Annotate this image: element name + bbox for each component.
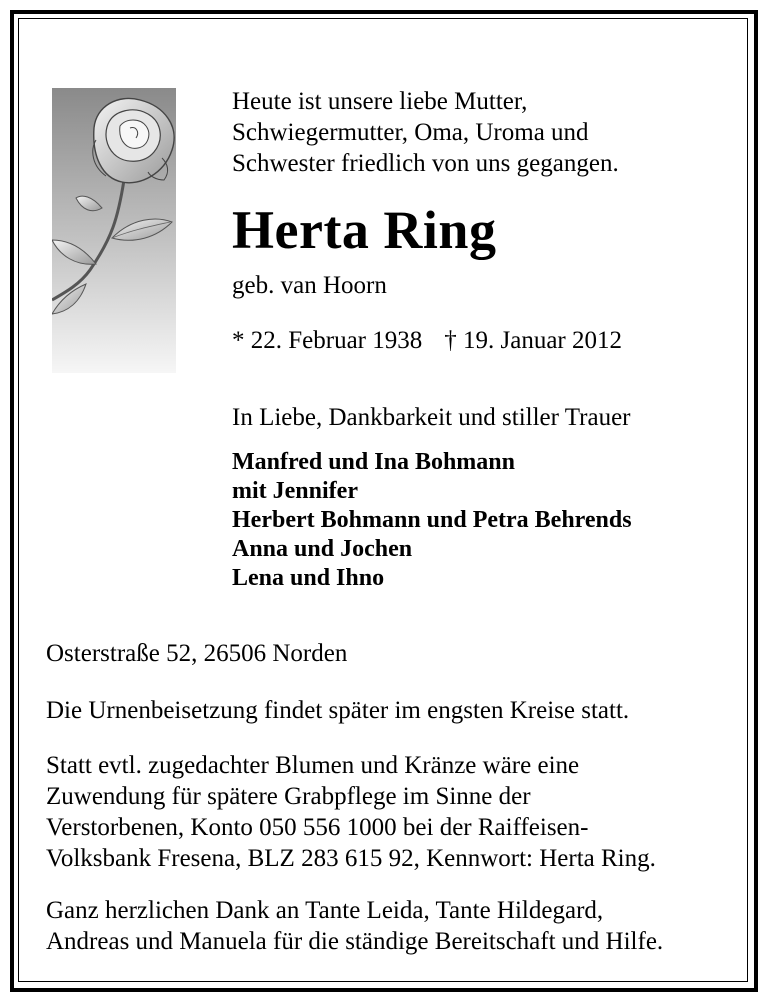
family-line: Manfred und Ina Bohmann [232,449,515,475]
flowers-notice-line: Volksbank Fresena, BLZ 283 615 92, Kennwort: Herta Ring. [46,845,656,872]
flowers-notice [46,750,656,874]
thanks-line: Andreas und Manuela für die ständige Bereitschaft und Hilfe. [46,928,664,955]
flowers-notice-line: Zuwendung für spätere Grabpflege im Sinne der [46,783,531,810]
intro-line: Schwiegermutter, Oma, Uroma und [232,119,589,146]
family-line: mit Jennifer [232,478,358,504]
flowers-notice-line: Verstorbenen, Konto 050 556 1000 bei der Raiffeisen- [46,814,589,841]
urn-notice: Die Urnenbeisetzung findet später im engsten Kreise statt. [46,697,630,724]
intro-line: Heute ist unsere liebe Mutter, [232,88,528,115]
deceased-name: Herta Ring [232,200,497,260]
address: Osterstraße 52, 26506 Norden [46,640,348,667]
birth-date: * 22. Februar 1938 [232,327,423,354]
family-line: Anna und Jochen [232,536,413,562]
rose-illustration-icon [52,88,176,373]
intro-text [232,86,619,179]
family-line: Lena und Ihno [232,565,385,591]
maiden-name: geb. van Hoorn [232,272,387,299]
intro-line: Schwester friedlich von uns gegangen. [232,150,619,177]
life-dates [232,325,622,356]
thanks-line: Ganz herzlichen Dank an Tante Leida, Tante Hildegard, [46,897,604,924]
family-line: Herbert Bohmann und Petra Behrends [232,507,632,533]
family-list [232,448,632,593]
flowers-notice-line: Statt evtl. zugedachter Blumen und Kränze wäre eine [46,752,580,779]
thanks-text [46,895,663,957]
mourning-line: In Liebe, Dankbarkeit und stiller Trauer [232,404,631,431]
death-date: † 19. Januar 2012 [444,327,622,354]
